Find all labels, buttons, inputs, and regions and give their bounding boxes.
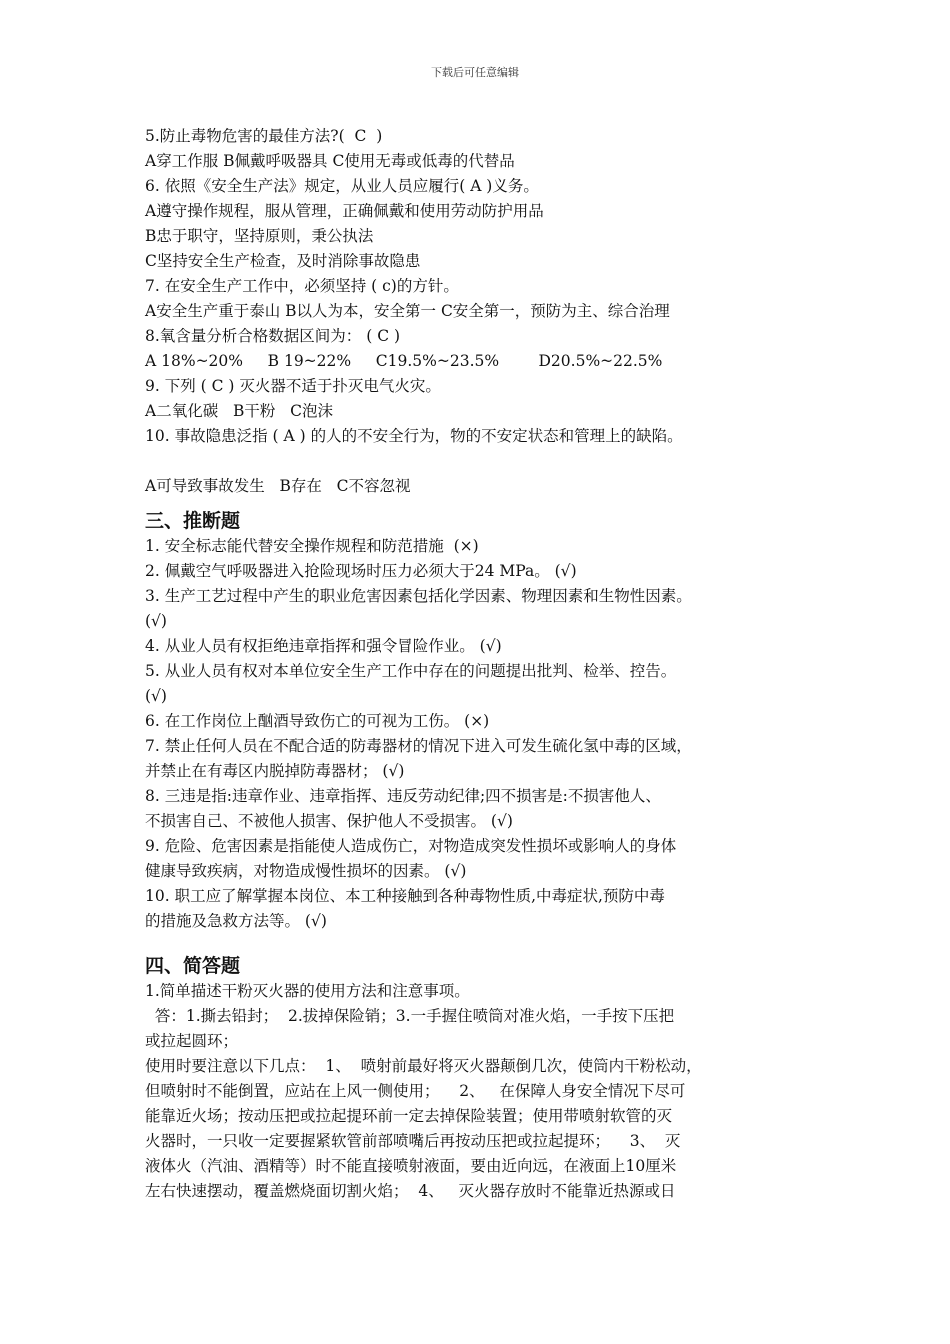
answer-line: 能靠近火场；按动压把或拉起提环前一定去掉保险装置；使用带喷射软管的灭	[145, 1107, 673, 1125]
statement-line: 健康导致疾病，对物造成慢性损坏的因素。 (√)	[145, 862, 467, 880]
answer-line: 液体火（汽油、酒精等）时不能直接喷射液面，要由近向远，在液面上10厘米	[145, 1157, 677, 1175]
question-line: A穿工作服 B佩戴呼吸器具 C使用无毒或低毒的代替品	[145, 152, 515, 170]
question-line: 8.氧含量分析合格数据区间为： ( C )	[145, 327, 401, 345]
blank-line	[145, 449, 835, 474]
statement-line: 的措施及急救方法等。 (√)	[145, 912, 327, 930]
statement-line: 2. 佩戴空气呼吸器进入抢险现场时压力必须大于24 MPa。 (√)	[145, 562, 577, 580]
statement-line: (√)	[145, 612, 167, 630]
statement-line: 6. 在工作岗位上酗酒导致伤亡的可视为工伤。 (×)	[145, 712, 490, 730]
question-line: A遵守操作规程，服从管理，正确佩戴和使用劳动防护用品	[145, 202, 544, 220]
answer-line: 火器时，一只收一定要握紧软管前部喷嘴后再按动压把或拉起提环； 3、 灭	[145, 1132, 681, 1150]
statement-line: (√)	[145, 687, 167, 705]
document-body	[145, 124, 835, 1204]
question-line: A可导致事故发生 B存在 C不容忽视	[145, 477, 411, 495]
statement-line: 8. 三违是指:违章作业、违章指挥、违反劳动纪律;四不损害是:不损害他人、	[145, 787, 661, 805]
question-line: 10. 事故隐患泛指 ( A ) 的人的不安全行为，物的不安定状态和管理上的缺陷。	[145, 427, 683, 445]
statement-line: 5. 从业人员有权对本单位安全生产工作中存在的问题提出批判、检举、控告。	[145, 662, 677, 680]
question-line: 7. 在安全生产工作中，必须坚持 ( c)的方针。	[145, 277, 459, 295]
multiple-choice-section	[145, 124, 835, 499]
question-line: 9. 下列 ( C ) 灭火器不适于扑灭电气火灾。	[145, 377, 441, 395]
statement-line: 7. 禁止任何人员在不配合适的防毒器材的情况下进入可发生硫化氢中毒的区域，	[145, 737, 692, 755]
question-line: B忠于职守，坚持原则，秉公执法	[145, 227, 374, 245]
spacer	[145, 934, 835, 953]
spacer	[145, 499, 835, 508]
question-line: A安全生产重于泰山 B以人为本，安全第一 C安全第一，预防为主、综合治理	[145, 302, 670, 320]
statement-line: 不损害自己、不被他人损害、保护他人不受损害。 (√)	[145, 812, 513, 830]
statement-line: 1. 安全标志能代替安全操作规程和防范措施 (×)	[145, 537, 479, 555]
true-false-section	[145, 508, 835, 934]
page-header: 下载后可任意编辑	[431, 66, 519, 79]
question-line: 6. 依照《安全生产法》规定，从业人员应履行( A )义务。	[145, 177, 539, 195]
question-line: A 18%~20% B 19~22% C19.5%~23.5% D20.5%~22.5%	[145, 352, 663, 370]
section-title: 四、简答题	[145, 955, 241, 977]
answer-line: 答：1.撕去铅封； 2.拔掉保险销；3.一手握住喷筒对准火焰，一手按下压把	[145, 1007, 675, 1025]
statement-line: 3. 生产工艺过程中产生的职业危害因素包括化学因素、物理因素和生物性因素。	[145, 587, 692, 605]
answer-line: 1.简单描述干粉灭火器的使用方法和注意事项。	[145, 982, 470, 1000]
statement-line: 并禁止在有毒区内脱掉防毒器材； (√)	[145, 762, 405, 780]
answer-line: 左右快速摆动，覆盖燃烧面切割火焰； 4、 灭火器存放时不能靠近热源或日	[145, 1182, 676, 1200]
answer-line: 或拉起圆环；	[145, 1032, 239, 1050]
statement-line: 9. 危险、危害因素是指能使人造成伤亡，对物造成突发性损坏或影响人的身体	[145, 837, 677, 855]
section-title: 三、推断题	[145, 510, 241, 532]
answer-line: 使用时要注意以下几点： 1、 喷射前最好将灭火器颠倒几次，使筒内干粉松动，	[145, 1057, 702, 1075]
question-line: A二氧化碳 B干粉 C泡沫	[145, 402, 334, 420]
statement-line: 10. 职工应了解掌握本岗位、本工种接触到各种毒物性质,中毒症状,预防中毒	[145, 887, 665, 905]
statement-line: 4. 从业人员有权拒绝违章指挥和强令冒险作业。 (√)	[145, 637, 502, 655]
question-line: C坚持安全生产检查，及时消除事故隐患	[145, 252, 421, 270]
answer-line: 但喷射时不能倒置，应站在上风一侧使用； 2、 在保障人身安全情况下尽可	[145, 1082, 686, 1100]
question-line: 5.防止毒物危害的最佳方法?( C )	[145, 127, 383, 145]
short-answer-section	[145, 953, 835, 1204]
